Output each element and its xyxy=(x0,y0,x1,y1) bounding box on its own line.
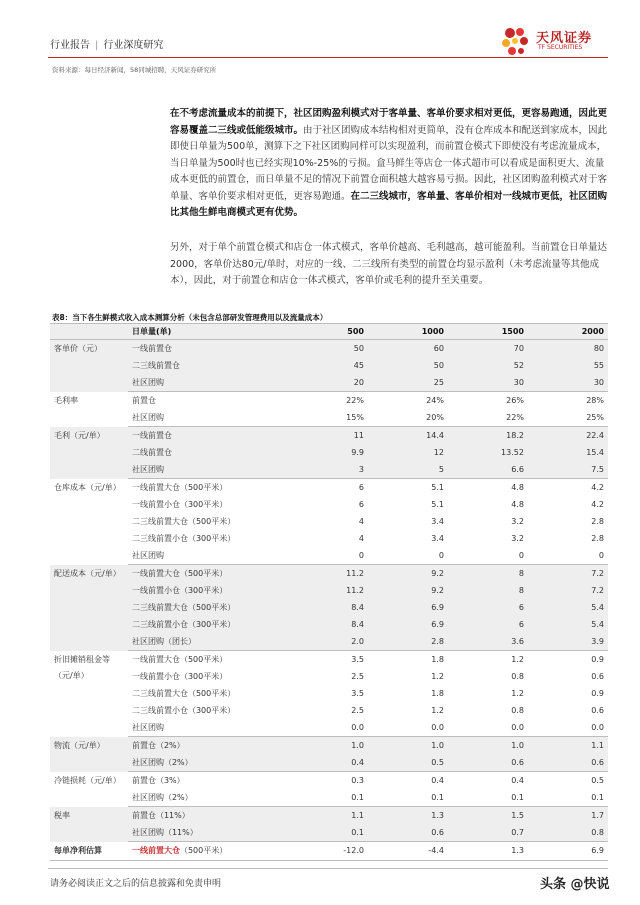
row-item-label: 一线前置仓 xyxy=(131,344,172,353)
table-cell: 0.8 xyxy=(511,672,524,681)
table-cell: 1.7 xyxy=(528,807,608,825)
row-item xyxy=(128,737,288,755)
table-cell: 5.4 xyxy=(528,616,608,633)
table-cell: 30 xyxy=(448,374,528,392)
row-item-unit: （300平米） xyxy=(187,706,236,715)
table-cell: 2.8 xyxy=(368,633,448,651)
table-cell: 4.2 xyxy=(591,500,604,509)
table-cell: 0.3 xyxy=(351,776,364,785)
table-cell: 1.0 xyxy=(288,737,368,755)
row-item-label: 二线前置仓 xyxy=(131,448,172,457)
row-item xyxy=(128,685,288,702)
table-cell: 8 xyxy=(448,565,528,583)
row-category: 毛利（元/单） xyxy=(50,427,128,479)
table-cell: 13.52 xyxy=(448,444,528,461)
row-item xyxy=(128,754,288,772)
row-item-unit: （3%） xyxy=(155,776,185,785)
row-item-label: 一线前置小仓 xyxy=(131,586,180,595)
table-cell: 4 xyxy=(358,517,364,526)
table-row xyxy=(50,582,608,599)
table-cell: 15.4 xyxy=(528,444,608,461)
row-item-unit: （2%） xyxy=(163,793,193,802)
row-item xyxy=(128,513,288,530)
row-item-label: 前置仓 xyxy=(131,811,156,820)
table-row xyxy=(50,754,608,772)
row-item xyxy=(128,599,288,616)
table-cell: 1.2 xyxy=(431,672,444,681)
table-cell: 0.1 xyxy=(288,824,368,842)
table-cell: 11.2 xyxy=(288,582,368,599)
table-cell: 2.0 xyxy=(288,633,368,651)
table-cell: 8.4 xyxy=(288,599,368,616)
table-cell: 50 xyxy=(288,340,368,358)
table-cell: 0 xyxy=(448,547,528,565)
table-cell: 5.1 xyxy=(431,483,444,492)
table-cell: 3.5 xyxy=(351,689,364,698)
tf-logo-icon xyxy=(498,24,532,58)
table-cell: 8.4 xyxy=(288,616,368,633)
table-cell: 70 xyxy=(448,340,528,358)
table-cell: 4.8 xyxy=(511,500,524,509)
row-item-label: 前置仓 xyxy=(131,776,156,785)
row-item xyxy=(128,651,288,669)
row-item xyxy=(128,702,288,719)
table-cell: 24% xyxy=(426,396,444,405)
table-row xyxy=(50,633,608,651)
body-paragraph-2: 另外，对于单个前置仓模式和店仓一体式模式，客单价越高、毛利越高，越可能盈利。当前置仓日单量达2000，客单价达80元/单时，对应的一线、二三线所有类型的前置仓均显示盈利（未考虑流量等其他成本），因此，对于前置仓和店仓一体式模式，客单价或毛利的提升至关重要。 xyxy=(170,242,608,286)
row-item-label: 二三线前置大仓 xyxy=(131,603,188,612)
row-item-label: 社区团购 xyxy=(131,828,164,837)
row-item-label: 社区团购 xyxy=(131,465,164,474)
table-cell: 3 xyxy=(288,461,368,479)
row-item xyxy=(128,357,288,374)
footer-disclaimer: 请务必阅读正文之后的信息披露和免责申明 xyxy=(50,879,222,889)
header-daily-orders: 日单量(单) xyxy=(128,324,288,340)
row-item-label: 社区团购 xyxy=(131,793,164,802)
table-row xyxy=(50,685,608,702)
report-subtype: 行业深度研究 xyxy=(103,40,164,51)
table-cell: 8 xyxy=(448,582,528,599)
header-divider xyxy=(48,57,608,58)
table-cell: -12.0 xyxy=(288,842,368,861)
row-item-unit: （500平米） xyxy=(187,517,236,526)
table-cell: 0.9 xyxy=(591,655,604,664)
row-item-unit: （500平米） xyxy=(179,483,228,492)
table-cell: 14.4 xyxy=(368,427,448,445)
table-row xyxy=(50,392,608,410)
table-row xyxy=(50,374,608,392)
row-item-unit: （300平米） xyxy=(179,500,228,509)
table-cell: 2.5 xyxy=(351,706,364,715)
table-cell: 0.0 xyxy=(528,719,608,737)
para1-bold-conclusion: 在二三线城市，客单量、客单价相对一线城市更低，社区团购比其他生鲜电商模式更有优势。 xyxy=(170,190,608,218)
para1-bold-lead: 在不考虑流量成本的前提下，社区团购盈利模式对于客单量、客单价要求相对更低，更容易跑通，因此更容易覆盖二三线或低能级城市。 xyxy=(170,108,608,136)
header-col-2000: 2000 xyxy=(528,324,608,340)
source-note: 资料来源：每日经济新闻，58同城招聘，天风证券研究所 xyxy=(52,66,217,74)
row-item xyxy=(128,772,288,790)
row-item-label: 一线前置大仓 xyxy=(131,483,180,492)
table-cell: 5 xyxy=(368,461,448,479)
table-cell: 0.1 xyxy=(368,789,448,807)
table-cell: -4.4 xyxy=(368,842,448,861)
table-cell: 11 xyxy=(288,427,368,445)
table-cell: 1.2 xyxy=(511,655,524,664)
table-cell: 0.5 xyxy=(591,776,604,785)
table-cell: 25 xyxy=(368,374,448,392)
row-category: 仓库成本（元/单） xyxy=(54,482,121,492)
watermark: 头条 @快说 xyxy=(540,877,610,892)
table-cell: 1.2 xyxy=(511,689,524,698)
table-cell: 4.8 xyxy=(511,483,524,492)
row-item-label: 一线前置仓 xyxy=(131,431,172,440)
row-item-label: 前置仓 xyxy=(131,741,156,750)
table-cell: 0.8 xyxy=(528,824,608,842)
row-item-label: 一线前置大仓 xyxy=(131,569,180,578)
table-cell: 1.1 xyxy=(288,807,368,825)
table-cell: 6.9 xyxy=(368,599,448,616)
table-row xyxy=(50,340,608,358)
table-row xyxy=(50,409,608,427)
brand-logo xyxy=(498,24,603,58)
table-cell: 3.4 xyxy=(431,534,444,543)
row-category: 客单价（元） xyxy=(50,340,128,392)
row-item xyxy=(128,409,288,427)
table-cell: 60 xyxy=(368,340,448,358)
table-title: 表8：当下各生鲜模式收入成本测算分析（未包含总部研发管理费用以及流量成本） xyxy=(52,313,328,322)
table-cell: 22% xyxy=(448,409,528,427)
table-cell: 0.6 xyxy=(368,824,448,842)
row-item-unit: （500平米） xyxy=(179,846,228,856)
row-item xyxy=(128,444,288,461)
row-item-unit: （11%） xyxy=(155,811,190,820)
row-item-label: 社区团购 xyxy=(131,413,164,422)
table-row xyxy=(50,547,608,565)
row-item-label: 二三线前置大仓 xyxy=(131,517,188,526)
row-category: 配送成本（元/单） xyxy=(50,565,128,651)
table-cell: 1.3 xyxy=(368,807,448,825)
table-cell: 6 xyxy=(448,599,528,616)
table-cell: 0.0 xyxy=(368,719,448,737)
row-category: 税率 xyxy=(50,807,128,842)
table-cell: 5.4 xyxy=(528,599,608,616)
row-item-label: 二三线前置小仓 xyxy=(131,706,188,715)
table-cell: 30 xyxy=(528,374,608,392)
table-row xyxy=(50,599,608,616)
row-item xyxy=(128,842,288,861)
row-item-label: 前置仓 xyxy=(131,396,156,405)
table-cell: 9.2 xyxy=(368,565,448,583)
table-cell: 1.1 xyxy=(528,737,608,755)
table-row xyxy=(50,427,608,445)
row-item xyxy=(128,427,288,445)
table-cell: 3.2 xyxy=(511,534,524,543)
row-item xyxy=(128,824,288,842)
table-cell: 0 xyxy=(528,547,608,565)
table-cell: 0.6 xyxy=(591,706,604,715)
table-cell: 0 xyxy=(288,547,368,565)
table-cell: 25% xyxy=(528,409,608,427)
table-cell: 5.1 xyxy=(431,500,444,509)
row-item-label: 二三线前置小仓 xyxy=(131,534,188,543)
table-cell: 3.5 xyxy=(351,655,364,664)
table-cell: 6.9 xyxy=(528,842,608,861)
table-cell: 0.4 xyxy=(511,776,524,785)
row-item-unit: （500平米） xyxy=(187,603,236,612)
table-row xyxy=(50,479,608,497)
table-cell: 2.8 xyxy=(591,517,604,526)
table-cell: 0.7 xyxy=(448,824,528,842)
table-row xyxy=(50,616,608,633)
row-item-label: 社区团购（团长） xyxy=(131,637,196,646)
table-cell: 9.2 xyxy=(368,582,448,599)
table-row xyxy=(50,565,608,583)
table-cell: 1.8 xyxy=(431,689,444,698)
row-item-unit: （300平米） xyxy=(187,534,236,543)
report-header: 行业报告 | 行业深度研究 xyxy=(50,40,164,51)
row-item-unit: （11%） xyxy=(163,828,198,837)
table-cell: 1.8 xyxy=(431,655,444,664)
row-item xyxy=(128,616,288,633)
row-item xyxy=(128,479,288,497)
row-category: 冷链损耗（元/单） xyxy=(54,775,121,785)
table-cell: 0.4 xyxy=(288,754,368,772)
row-category: 每单净利估算 xyxy=(50,842,128,861)
table-cell: 6 xyxy=(448,616,528,633)
table-cell: 20 xyxy=(288,374,368,392)
row-item xyxy=(128,807,288,825)
table-cell: 6 xyxy=(358,483,364,492)
table-cell: 1.3 xyxy=(448,842,528,861)
table-cell: 26% xyxy=(506,396,524,405)
table-header-row xyxy=(50,324,608,340)
table-cell: 20% xyxy=(368,409,448,427)
row-item xyxy=(128,547,288,565)
table-cell: 0.5 xyxy=(368,754,448,772)
table-cell: 6 xyxy=(358,500,364,509)
table-row xyxy=(50,807,608,825)
body-paragraph-1 xyxy=(170,106,608,222)
cost-analysis-table xyxy=(50,323,608,861)
table-cell: 0.1 xyxy=(288,789,368,807)
table-row xyxy=(50,513,608,530)
table-cell: 18.2 xyxy=(448,427,528,445)
table-row xyxy=(50,824,608,842)
row-item-unit: （300平米） xyxy=(179,586,228,595)
brand-name-en: TF SECURITIES xyxy=(538,44,583,51)
table-row xyxy=(50,789,608,807)
table-cell: 0.6 xyxy=(448,754,528,772)
table-cell: 2.8 xyxy=(591,534,604,543)
table-cell: 3.9 xyxy=(528,633,608,651)
table-row xyxy=(50,737,608,755)
row-item xyxy=(128,530,288,547)
table-cell: 22.4 xyxy=(528,427,608,445)
table-cell: 0.4 xyxy=(431,776,444,785)
footer-divider xyxy=(48,868,608,869)
table-row xyxy=(50,651,608,669)
table-cell: 0.0 xyxy=(288,719,368,737)
table-cell: 28% xyxy=(586,396,604,405)
table-cell: 6.6 xyxy=(448,461,528,479)
header-col-1500: 1500 xyxy=(448,324,528,340)
row-item-label: 社区团购 xyxy=(131,723,164,732)
report-type: 行业报告 xyxy=(50,40,90,51)
row-item xyxy=(128,496,288,513)
table-row xyxy=(50,357,608,374)
table-cell: 12 xyxy=(368,444,448,461)
row-item xyxy=(128,565,288,583)
table-row xyxy=(50,842,608,861)
row-item-label: 社区团购 xyxy=(131,758,164,767)
table-cell: 0.9 xyxy=(591,689,604,698)
row-item-label: 一线前置小仓 xyxy=(131,672,180,681)
table-cell: 6.9 xyxy=(368,616,448,633)
row-item-unit: （500平米） xyxy=(179,655,228,664)
row-item xyxy=(128,582,288,599)
table-cell: 0.1 xyxy=(528,789,608,807)
table-cell: 2.5 xyxy=(351,672,364,681)
row-item-label: 一线前置小仓 xyxy=(131,500,180,509)
row-item xyxy=(128,374,288,392)
table-cell: 9.9 xyxy=(288,444,368,461)
table-cell: 22% xyxy=(346,396,364,405)
row-item-label: 二三线前置小仓 xyxy=(131,620,188,629)
header-col-1000: 1000 xyxy=(368,324,448,340)
table-cell: 1.5 xyxy=(448,807,528,825)
table-cell: 50 xyxy=(368,357,448,374)
row-item-unit: （2%） xyxy=(163,758,193,767)
table-cell: 7.5 xyxy=(528,461,608,479)
table-cell: 0.8 xyxy=(511,706,524,715)
table-row xyxy=(50,530,608,547)
table-cell: 55 xyxy=(528,357,608,374)
table-cell: 52 xyxy=(448,357,528,374)
brand-name-cn: 天风证券 xyxy=(536,31,593,46)
table-cell: 4.2 xyxy=(591,483,604,492)
table-row xyxy=(50,461,608,479)
table-cell: 0.0 xyxy=(448,719,528,737)
table-row xyxy=(50,772,608,790)
table-cell: 1.0 xyxy=(368,737,448,755)
row-item xyxy=(128,461,288,479)
table-cell: 45 xyxy=(288,357,368,374)
header-col-500: 500 xyxy=(288,324,368,340)
table-row xyxy=(50,719,608,737)
row-item xyxy=(128,392,288,410)
row-item-unit: （500平米） xyxy=(179,569,228,578)
table-cell: 7.2 xyxy=(528,565,608,583)
row-item-label: 一线前置大仓 xyxy=(131,655,180,664)
table-cell: 4 xyxy=(358,534,364,543)
table-cell: 3.6 xyxy=(448,633,528,651)
row-category: 物流（元/单） xyxy=(50,737,128,772)
table-cell: 0.1 xyxy=(448,789,528,807)
table-row xyxy=(50,496,608,513)
para1-body: 由于社区团购成本结构相对更简单，没有仓库成本和配送到家成本，因此即使日单量为500单，测算下之下社区团购同样可以实现盈利，而前置仓模式下即使没有考虑流量成本，当日单量为500时也已经实现10%-25%的亏损。盒马鲜生等店仓一体式超市可以看成是面积更大、流量成本更低的前置仓，而日单量不足的情况下前置仓面积越大越容易亏损。因此，社区团购盈利模式对于客单量、客单价要求相对更低，更容易跑通。 xyxy=(170,124,608,202)
table-cell: 1.2 xyxy=(431,706,444,715)
row-item-label: 社区团购 xyxy=(131,551,164,560)
row-item xyxy=(128,633,288,651)
table-row xyxy=(50,668,608,685)
table-cell: 0.6 xyxy=(528,754,608,772)
row-category: 折旧摊销租金等（元/单） xyxy=(54,654,110,680)
table-cell: 3.2 xyxy=(511,517,524,526)
row-item-unit: （500平米） xyxy=(187,689,236,698)
table-cell: 15% xyxy=(288,409,368,427)
table-cell: 7.2 xyxy=(528,582,608,599)
table-cell: 11.2 xyxy=(288,565,368,583)
table-body xyxy=(50,340,608,861)
table-row xyxy=(50,444,608,461)
row-item-label: 一线前置大仓 xyxy=(131,846,180,856)
row-item xyxy=(128,340,288,358)
table-cell: 1.0 xyxy=(448,737,528,755)
row-item-label: 二三线前置仓 xyxy=(131,361,180,370)
table-cell: 80 xyxy=(528,340,608,358)
row-item-label: 二三线前置大仓 xyxy=(131,689,188,698)
row-item-unit: （300平米） xyxy=(187,620,236,629)
row-item xyxy=(128,719,288,737)
row-item-unit: （300平米） xyxy=(179,672,228,681)
row-category: 毛利率 xyxy=(54,395,78,405)
table-cell: 3.4 xyxy=(431,517,444,526)
row-item xyxy=(128,789,288,807)
table-cell: 0 xyxy=(368,547,448,565)
row-item xyxy=(128,668,288,685)
row-item-unit: （2%） xyxy=(155,741,185,750)
table-cell: 0.6 xyxy=(591,672,604,681)
table-row xyxy=(50,702,608,719)
row-item-label: 社区团购 xyxy=(131,378,164,387)
